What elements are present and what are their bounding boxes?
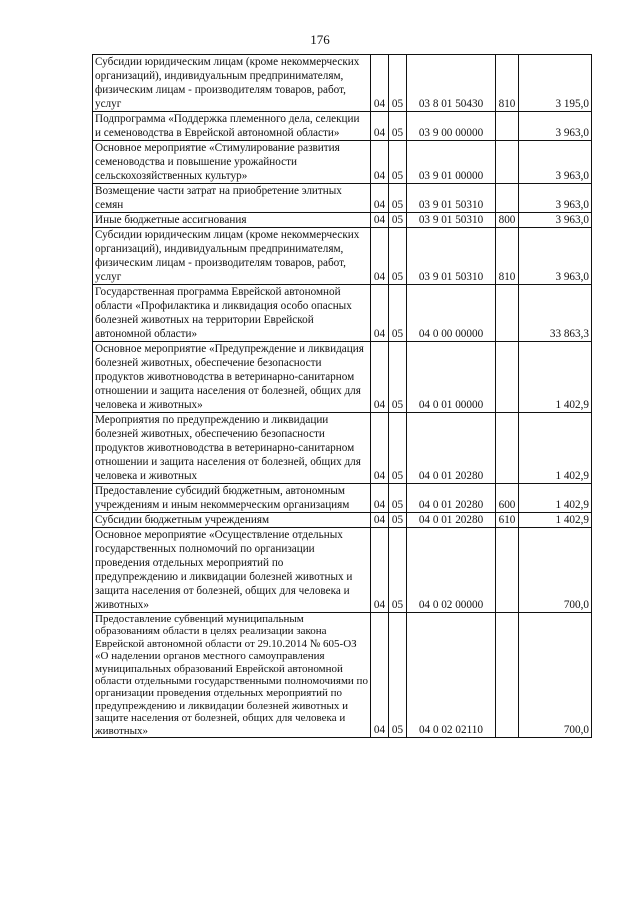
table-row xyxy=(93,513,592,528)
item-name: Субсидии юридическим лицам (кроме некоммерческих организаций), индивидуальным предпринимателям, физическим лицам - производителям товаров, работ, услуг xyxy=(93,228,371,285)
item-name: Субсидии юридическим лицам (кроме некоммерческих организаций), индивидуальным предпринимателям, физическим лицам - производителям товаров, работ, услуг xyxy=(93,55,371,112)
subsection-code: 05 xyxy=(389,228,407,285)
amount: 1 402,9 xyxy=(519,342,592,413)
expense-type-code: 810 xyxy=(496,228,519,285)
expense-type-code: 810 xyxy=(496,55,519,112)
table-row xyxy=(93,184,592,213)
item-name: Основное мероприятие «Осуществление отдельных государственных полномочий по организации проведения отдельных мероприятий по предупреждению и ликвидации болезней животных и защита населения от болезней, общих для человека и животных» xyxy=(93,528,371,613)
target-article-code: 04 0 01 20280 xyxy=(407,413,496,484)
section-code: 04 xyxy=(371,342,389,413)
target-article-code: 03 9 01 50310 xyxy=(407,213,496,228)
target-article-code: 03 9 01 50310 xyxy=(407,228,496,285)
table-row xyxy=(93,613,592,738)
subsection-code: 05 xyxy=(389,513,407,528)
item-name: Предоставление субвенций муниципальным образованиям области в целях реализации закона Еврейской автономной области от 29.10.2014 № 605-ОЗ «О наделении органов местного самоуправления муниципальных образований Еврейской автономной области отдельными государственными полномочиями по организации проведения отдельных мероприятий по предупреждению и ликвидации болезней животных и защите населения от болезней, общих для человека и животных» xyxy=(93,613,371,738)
subsection-code: 05 xyxy=(389,112,407,141)
section-code: 04 xyxy=(371,413,389,484)
item-name: Подпрограмма «Поддержка племенного дела, селекции и семеноводства в Еврейской автономной области» xyxy=(93,112,371,141)
expense-type-code xyxy=(496,342,519,413)
item-name: Предоставление субсидий бюджетным, автономным учреждениям и иным некоммерческим организациям xyxy=(93,484,371,513)
subsection-code: 05 xyxy=(389,285,407,342)
item-name: Мероприятия по предупреждению и ликвидации болезней животных, обеспечению безопасности продуктов животноводства в ветеринарно-санитарном отношении и защита населения от болезней, общих для человека и животных xyxy=(93,413,371,484)
section-code: 04 xyxy=(371,228,389,285)
amount: 3 963,0 xyxy=(519,112,592,141)
amount: 700,0 xyxy=(519,613,592,738)
table-row xyxy=(93,413,592,484)
table-row xyxy=(93,55,592,112)
subsection-code: 05 xyxy=(389,213,407,228)
section-code: 04 xyxy=(371,513,389,528)
subsection-code: 05 xyxy=(389,613,407,738)
amount: 3 195,0 xyxy=(519,55,592,112)
target-article-code: 04 0 01 20280 xyxy=(407,513,496,528)
section-code: 04 xyxy=(371,141,389,184)
expense-type-code xyxy=(496,413,519,484)
target-article-code: 04 0 01 00000 xyxy=(407,342,496,413)
target-article-code: 04 0 00 00000 xyxy=(407,285,496,342)
amount: 3 963,0 xyxy=(519,141,592,184)
subsection-code: 05 xyxy=(389,141,407,184)
section-code: 04 xyxy=(371,184,389,213)
table-row xyxy=(93,213,592,228)
subsection-code: 05 xyxy=(389,413,407,484)
expense-type-code xyxy=(496,184,519,213)
section-code: 04 xyxy=(371,613,389,738)
target-article-code: 03 8 01 50430 xyxy=(407,55,496,112)
subsection-code: 05 xyxy=(389,184,407,213)
expense-type-code xyxy=(496,285,519,342)
table-row xyxy=(93,342,592,413)
amount: 1 402,9 xyxy=(519,513,592,528)
target-article-code: 03 9 01 00000 xyxy=(407,141,496,184)
table-row xyxy=(93,528,592,613)
table-row xyxy=(93,285,592,342)
table-row xyxy=(93,228,592,285)
expense-type-code: 610 xyxy=(496,513,519,528)
table-row xyxy=(93,484,592,513)
expense-type-code xyxy=(496,112,519,141)
amount: 1 402,9 xyxy=(519,413,592,484)
target-article-code: 04 0 01 20280 xyxy=(407,484,496,513)
item-name: Основное мероприятие «Предупреждение и ликвидация болезней животных, обеспечение безопасности продуктов животноводства в ветеринарно-санитарном отношении и защита населения от болезней, общих для человека и животных» xyxy=(93,342,371,413)
section-code: 04 xyxy=(371,528,389,613)
section-code: 04 xyxy=(371,285,389,342)
page-number: 176 xyxy=(310,32,330,47)
item-name: Основное мероприятие «Стимулирование развития семеноводства и повышение урожайности сельскохозяйственных культур» xyxy=(93,141,371,184)
item-name: Иные бюджетные ассигнования xyxy=(93,213,371,228)
subsection-code: 05 xyxy=(389,484,407,513)
amount: 3 963,0 xyxy=(519,184,592,213)
section-code: 04 xyxy=(371,484,389,513)
budget-table-body xyxy=(93,55,592,738)
target-article-code: 04 0 02 02110 xyxy=(407,613,496,738)
subsection-code: 05 xyxy=(389,528,407,613)
target-article-code: 03 9 01 50310 xyxy=(407,184,496,213)
amount: 33 863,3 xyxy=(519,285,592,342)
expense-type-code: 600 xyxy=(496,484,519,513)
target-article-code: 03 9 00 00000 xyxy=(407,112,496,141)
amount: 3 963,0 xyxy=(519,213,592,228)
item-name: Государственная программа Еврейской автономной области «Профилактика и ликвидация особо опасных болезней животных на территории Еврейской автономной области» xyxy=(93,285,371,342)
section-code: 04 xyxy=(371,213,389,228)
item-name: Возмещение части затрат на приобретение элитных семян xyxy=(93,184,371,213)
amount: 3 963,0 xyxy=(519,228,592,285)
amount: 1 402,9 xyxy=(519,484,592,513)
section-code: 04 xyxy=(371,55,389,112)
target-article-code: 04 0 02 00000 xyxy=(407,528,496,613)
expense-type-code: 800 xyxy=(496,213,519,228)
subsection-code: 05 xyxy=(389,55,407,112)
expense-type-code xyxy=(496,613,519,738)
amount: 700,0 xyxy=(519,528,592,613)
expense-type-code xyxy=(496,141,519,184)
expense-type-code xyxy=(496,528,519,613)
section-code: 04 xyxy=(371,112,389,141)
table-row xyxy=(93,112,592,141)
budget-table xyxy=(92,54,592,738)
table-row xyxy=(93,141,592,184)
item-name: Субсидии бюджетным учреждениям xyxy=(93,513,371,528)
subsection-code: 05 xyxy=(389,342,407,413)
